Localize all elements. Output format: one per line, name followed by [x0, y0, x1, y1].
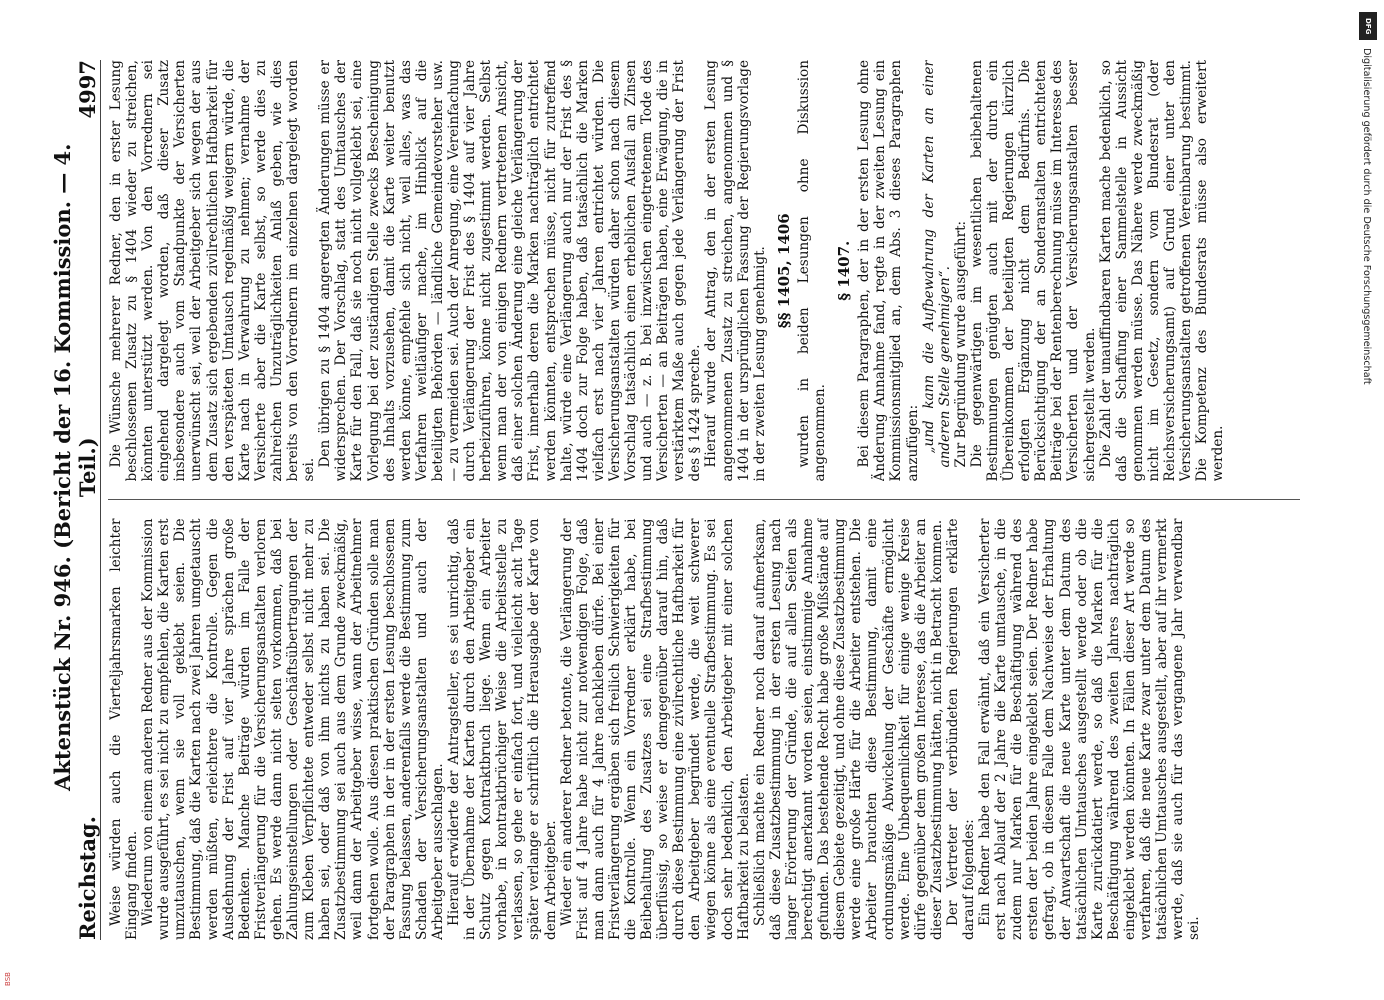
- paragraph: Wiederum von einem anderen Redner aus der Kommission wurde ausgeführt, es sei nicht zu empfehlen, die Karten erst umzutauschen, wenn sie voll geklebt seien. Die Bestimmung, daß die Karten nach zwei Jahren umgetauscht werden müßten, erleichtere die Kontrolle. Gegen die Ausdehnung der Frist auf vier Jahre sprächen große Bedenken. Manche Beiträge würden im Falle der Fristverlängerung für die Versicherungsanstalten verloren gehen. Es werde dann nicht selten vorkommen, daß bei Zahlungseinstellungen oder Geschäftsübertragungen der zum Kleben Verpflichtete entweder selbst nicht mehr zu haben sei, oder daß von ihm nichts zu haben sei. Die Zusatzbestimmung sei auch aus dem Grunde zweckmäßig, weil dann der Arbeitgeber wisse, wann der Arbeitnehmer fortgehen wolle. Aus diesen praktischen Gründen solle man der Paragraphen in der in der ersten Lesung beschlossenen Fassung belassen, anderenfalls werde die Bestimmung zum Schaden der Versicherungsanstalten und auch der Arbeitgeber ausschlagen.: [140, 518, 446, 940]
- paragraph: Schließlich machte ein Redner noch darauf aufmerksam, daß diese Zusatzbestimmung in der ersten Lesung nach langer Erörterung der Gründe, die auf allen Seiten als berechtigt anerkannt worden seien, einstimmige Annahme gefunden. Das bestehende Recht habe große Mißstände auf diesem Gebiete gezeitigt, und ohne diese Zusatzbestimmung werde eine große Härte für die Arbeiter entstehen. Die Arbeiter brauchten diese Bestimmung, damit eine ordnungsmäßige Abwickelung der Geschäfte ermöglicht werde. Eine Unbequemlichkeit für einige wenige Kreise dürfe gegenüber dem großen Interesse, das die Arbeiter an dieser Zusatzbestimmung hätten, nicht in Betracht kommen.: [751, 518, 945, 940]
- left-column: [108, 519, 1300, 941]
- paragraph: Die gegenwärtigen im wesentlichen beibehaltenen Bestimmungen genügten auch mit der durch ein Übereinkommen der beteiligten Regierungen kürzlich erfolgten Ergänzung nicht dem Bedürfnis. Die Berücksichtigung der an Sonderanstalten entrichteten Beiträge bei der Rentenberechnung müsse im Interesse des Versicherten und der Versicherungsanstalten besser sichergestellt werden.: [968, 60, 1098, 482]
- paragraph: Hierauf wurde der Antrag, den in der ersten Lesung angenommenen Zusatz zu streichen, angenommen und § 1404 in der ursprünglichen Fassung der Regierungsvorlage in der zweiten Lesung genehmigt.: [703, 60, 768, 482]
- column-divider: [108, 500, 1300, 501]
- paragraph: Die Wünsche mehrerer Redner, den in erster Lesung beschlossenen Zusatz zu § 1404 wieder zu streichen, könnten unterstützt werden. Von den Vorrednern sei eingehend dargelegt worden, daß dieser Zusatz insbesondere auch vom Standpunkte der Versicherten unerwünscht sei, weil der Arbeitgeber sich wegen der aus dem Zusatz sich ergebenden zivilrechtlichen Haftbarkeit für den verspäteten Umtausch regelmäßig weigern würde, die Karte nach in Verwahrung zu nehmen; vernahme der Versicherte aber die Karte selbst, so werde dies zu zahlreichen Unzuträglichkeiten Anlaß geben, wie dies bereits von den Vorrednern im einzelnen dargelegt worden sei.: [108, 60, 318, 482]
- page-header: [50, 60, 101, 940]
- quoted-amendment: „und kann die Aufbewahrung der Karten an einer anderen Stelle genehmigen“.: [920, 60, 953, 468]
- paragraph: Bei diesem Paragraphen, der in der ersten Lesung ohne Änderung Annahme fand, regte in der zweiten Lesung ein Kommissionsmitglied an, dem Abs. 3 dieses Paragraphen anzufügen:: [856, 60, 921, 482]
- paragraph: Ein Redner habe den Fall erwähnt, daß ein Versicherter erst nach Ablauf der 2 Jahre die Karte umtausche, in die zudem nur Marken für die Beschäftigung während des ersten der beiden Jahre eingeklebt seien. Der Redner habe gefragt, ob in diesem Falle dem Nachweise der Erhaltung der Anwartschaft die neue Karte unter dem Datum des tatsächlichen Umtausches ausgestellt werde oder ob die Karte zurückdatiert werde, so daß die Marken für die Beschäftigung während des zweiten Jahres nachträglich eingeklebt werden könnten. In Fällen dieser Art werde so verfahren, daß die neue Karte zwar unter dem Datum des tatsächlichen Umtausches ausgestellt, aber auf ihr vermerkt werde, daß sie auch für das vergangene Jahr verwendbar sei.: [977, 518, 1203, 940]
- header-left: Reichstag.: [75, 816, 100, 940]
- dfg-logo: DFG: [1359, 12, 1377, 40]
- paragraph: Den übrigen zu § 1404 angeregten Änderungen müsse er widersprechen. Der Vorschlag, statt des Umtausches der Karte für den Fall, daß sie noch nicht vollgeklebt sei, eine Vorlegung bei der zuständigen Stelle zwecks Bescheinigung des Inhalts vorzusehen, damit die Karte weiter benutzt werden könne, empfehle sich nicht, weil alles, was das Verfahren weitläufiger mache, im Hinblick auf die beteiligten Behörden — ländliche Gemeindevorsteher usw. — zu vermeiden sei. Auch der Anregung, eine Vereinfachung durch Verlängerung der Frist des § 1404 auf vier Jahre herbeizuführen, könne nicht zugestimmt werden. Selbst wenn man der von einigen Rednern vertretenen Ansicht, daß einer solchen Änderung eine gleiche Verlängerung der Frist, innerhalb deren die Marken nachträglich entrichtet werden könnten, entsprechen müsse, nicht für zutreffend halte, würde eine Verlängerung auch nur der Frist des § 1404 doch zur Folge haben, daß tatsächlich die Marken vielfach erst nach vier Jahren entrichtet würden. Die Versicherungsanstalten würden daher schon nach diesem Vorschlag tatsächlich einen erheblichen Ausfall an Zinsen und auch — z. B. bei inzwischen eingetretenem Tode des Versicherten — an Beiträgen haben, eine Erwägung, die in verstärktem Maße auch gegen jede Verlängerung der Frist des § 1424 spreche.: [317, 60, 704, 482]
- paragraph: Zur Begründung wurde ausgeführt:: [952, 220, 969, 468]
- paragraph: Der Vertreter der verbündeten Regierungen erklärte darauf folgendes:: [944, 518, 977, 940]
- paragraph: Hierauf erwiderte der Antragsteller, es sei unrichtig, daß in der Übernahme der Karten durch den Arbeitgeber ein Schutz gegen Kontraktbruch liege. Wenn ein Arbeiter vorhabe, in kontraktbrüchiger Weise die Arbeitsstelle zu verlassen, so gehe er einfach fort, und vielleicht acht Tage später verlange er schriftlich die Herausgabe der Karte von dem Arbeitgeber.: [445, 518, 559, 940]
- rotated-page-content: [50, 50, 1310, 950]
- section-heading-1405: §§ 1405, 1406: [774, 213, 793, 329]
- page-number: 4997: [75, 60, 100, 119]
- digitization-sidebar: [1357, 8, 1381, 988]
- digitization-credit: Digitalisierung gefördert durch die Deutsche Forschungsgemeinschaft: [1361, 48, 1372, 385]
- paragraph: Die Zahl der unauffindbaren Karten mache bedenklich, so daß die Schaffung einer Sammelstelle in Aussicht genommen werden müsse. Das Nähere werde zweckmäßig nicht im Gesetz, sondern vom Bundesrat (oder Reichsversicherungsamt) auf Grund einer unter den Versicherungsanstalten getroffenen Vereinbarung bestimmt. Die Kompetenz des Bundesrats müsse also erweitert werden.: [1097, 60, 1227, 482]
- library-mark: BSB: [4, 972, 12, 986]
- header-center: Aktenstück Nr. 946. (Bericht der 16. Kommission. — 4. Teil.): [50, 143, 100, 791]
- text-columns: [108, 60, 1300, 940]
- paragraph: Weise würden auch die Vierteljahrsmarken leichter Eingang finden.: [108, 518, 141, 940]
- paragraph: Wieder ein anderer Redner betonte, die Verlängerung der Frist auf 4 Jahre habe nicht zur notwendigen Folge, daß man dann auch für 4 Jahre nachkleben dürfe. Bei einer Fristverlängerung ergäben sich freilich Schwierigkeiten für die Kontrolle. Wenn ein Vorredner erklärt habe, bei Beibehaltung des Zusatzes sei eine Strafbestimmung überflüssig, so weise er demgegenüber darauf hin, daß durch diese Bestimmung eine zivilrechtliche Haftbarkeit für den Arbeitgeber begründet werde, die weit schwerer wiegen könne als eine eventuelle Strafbestimmung. Es sei doch sehr bedenklich, den Arbeitgeber mit einer solchen Haftbarkeit zu belasten.: [558, 518, 752, 940]
- section-heading-1407: § 1407.: [835, 240, 854, 301]
- right-column: [108, 60, 1300, 482]
- paragraph: wurden in beiden Lesungen ohne Diskussion angenommen.: [795, 60, 829, 482]
